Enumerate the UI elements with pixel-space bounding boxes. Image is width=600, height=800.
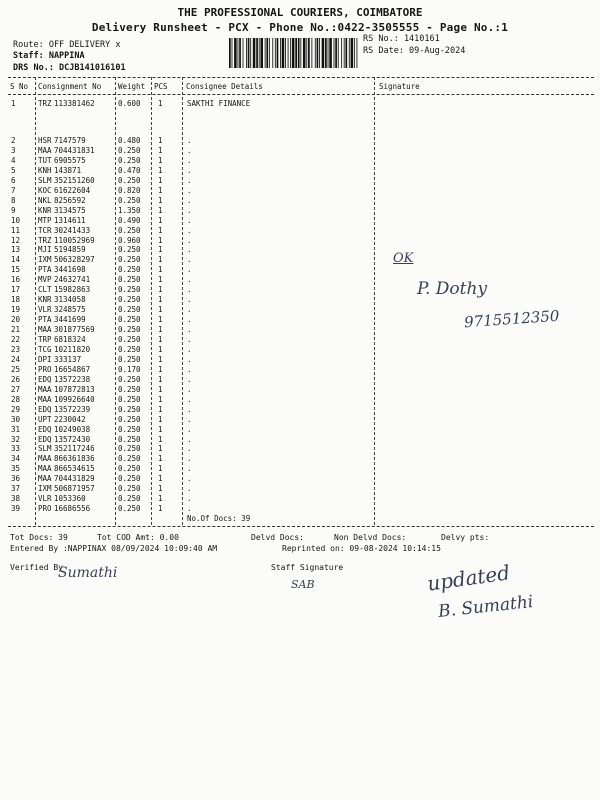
consignee-details: . (187, 205, 192, 215)
consignment-prefix: NKL (38, 195, 52, 205)
consignment-prefix: TCG (38, 344, 52, 354)
pcs-value: 1 (158, 384, 163, 394)
weight-value: 0.480 (118, 136, 141, 145)
pcs-value: 1 (158, 255, 163, 265)
pcs-value: 1 (158, 215, 163, 225)
consignee-details: . (187, 235, 192, 245)
pcs-value: 1 (158, 424, 163, 434)
weight-value: 0.250 (118, 265, 141, 275)
consignment-number: 13572238 (54, 374, 91, 384)
column-header-pcs: PCS (154, 82, 168, 91)
rs-number: RS No.: 1410161 (363, 34, 440, 44)
consignee-details: . (187, 354, 192, 364)
consignment-prefix: PRO (38, 504, 52, 514)
serial-number: 32 (11, 434, 21, 444)
pcs-value: 1 (158, 245, 163, 255)
consignee-details: . (187, 245, 192, 255)
column-divider (374, 77, 375, 525)
handwritten-staff-sign: SAB (291, 578, 315, 591)
consignment-prefix: EDQ (38, 434, 52, 444)
consignment-number: 3441698 (54, 265, 86, 275)
consignment-number: 30241433 (54, 225, 91, 235)
rs-date: RS Date: 09-Aug-2024 (363, 46, 466, 56)
pcs-value: 1 (158, 285, 163, 295)
serial-number: 3 (11, 145, 16, 155)
consignment-number: 13572430 (54, 434, 91, 444)
table-top-rule (8, 77, 594, 78)
entered-by: Entered By :NAPPINAX 08/09/2024 10:09:40 AM (10, 544, 218, 553)
consignment-number: 24632741 (54, 275, 91, 285)
consignment-prefix: UPT (38, 414, 52, 424)
serial-number: 20 (11, 315, 21, 325)
pcs-value: 1 (158, 305, 163, 315)
consignment-number: 352117246 (54, 444, 95, 454)
serial-number: 31 (11, 424, 21, 434)
consignment-number: 3134058 (54, 295, 86, 305)
serial-number: 26 (11, 374, 21, 384)
consignment-number: 109926640 (54, 394, 95, 404)
consignment-prefix: MVP (38, 275, 52, 285)
serial-number: 36 (11, 474, 21, 484)
serial-number: 4 (11, 155, 16, 165)
weight-value: 0.250 (118, 155, 141, 165)
consignment-number: 352151260 (54, 175, 95, 185)
consignment-number: 5194859 (54, 245, 86, 255)
serial-number: 6 (11, 175, 16, 185)
pcs-value: 1 (158, 136, 163, 145)
consignee-details: . (187, 504, 192, 514)
consignee-details: . (187, 424, 192, 434)
consignee-details: . (187, 225, 192, 235)
total-docs: Tot Docs: 39 (10, 533, 68, 542)
pcs-value: 1 (158, 225, 163, 235)
column-header-signature: Signature (379, 82, 420, 91)
consignment-prefix: PTA (38, 265, 52, 275)
consignee-details: . (187, 335, 192, 344)
serial-number: 34 (11, 454, 21, 464)
consignee-details: . (187, 404, 192, 414)
consignment-prefix: TRZ (38, 235, 52, 245)
pcs-value: 1 (158, 394, 163, 404)
weight-value: 1.350 (118, 205, 141, 215)
consignment-prefix: EDQ (38, 424, 52, 434)
consignment-prefix: KOC (38, 185, 52, 195)
pcs-value: 1 (158, 275, 163, 285)
serial-number: 37 (11, 484, 21, 494)
handwritten-updated-by: B. Sumathi (437, 592, 535, 622)
handwritten-verifier-sign: Sumathi (58, 565, 118, 581)
weight-value: 0.250 (118, 325, 141, 335)
pcs-value: 1 (158, 145, 163, 155)
consignee-details: . (187, 464, 192, 474)
consignee-details: . (187, 364, 192, 374)
pcs-value: 1 (158, 364, 163, 374)
weight-value: 0.250 (118, 494, 141, 504)
pcs-value: 1 (158, 175, 163, 185)
pcs-value: 1 (158, 464, 163, 474)
consignment-number: 704431829 (54, 474, 95, 484)
serial-number: 38 (11, 494, 21, 504)
serial-number: 22 (11, 335, 21, 344)
consignee-details: . (187, 305, 192, 315)
weight-value: 0.250 (118, 285, 141, 295)
weight-value: 0.170 (118, 364, 141, 374)
consignment-number: 143871 (54, 165, 82, 175)
consignment-number: 16686556 (54, 504, 91, 514)
consignment-prefix: KNR (38, 295, 52, 305)
handwritten-signature: P. Dothy (417, 279, 488, 299)
consignment-prefix: MAA (38, 464, 52, 474)
consignment-number: 333137 (54, 354, 82, 364)
consignee-details: . (187, 295, 192, 305)
consignment-prefix: VLR (38, 305, 52, 315)
weight-value: 0.250 (118, 474, 141, 484)
weight-value: 0.820 (118, 185, 141, 195)
handwritten-phone: 9715512350 (463, 306, 560, 332)
consignment-number: 7147579 (54, 136, 86, 145)
consignment-prefix: MJI (38, 245, 52, 255)
column-header-consignment: Consignment No (38, 82, 102, 91)
consignee-details: . (187, 175, 192, 185)
weight-value: 0.250 (118, 335, 141, 344)
consignee-details: . (187, 315, 192, 325)
pcs-value: 1 (158, 335, 163, 344)
weight-value: 0.250 (118, 454, 141, 464)
weight-value: 0.250 (118, 464, 141, 474)
consignment-number: 10211820 (54, 344, 91, 354)
consignment-prefix: MTP (38, 215, 52, 225)
consignment-number: 704431831 (54, 145, 95, 155)
weight-value: 0.250 (118, 145, 141, 155)
consignment-number: 2230042 (54, 414, 86, 424)
pcs-value: 1 (158, 195, 163, 205)
column-divider (35, 77, 36, 525)
consignment-prefix: MAA (38, 384, 52, 394)
consignee-details: . (187, 285, 192, 295)
consignee-details: . (187, 155, 192, 165)
pcs-value: 1 (158, 155, 163, 165)
consignment-number: 506328297 (54, 255, 95, 265)
weight-value: 0.490 (118, 215, 141, 225)
consignee-details: . (187, 384, 192, 394)
consignment-prefix: CLT (38, 285, 52, 295)
consignment-prefix: PRO (38, 364, 52, 374)
pcs-value: 1 (158, 404, 163, 414)
consignee-details: . (187, 474, 192, 484)
weight-value: 0.250 (118, 434, 141, 444)
consignment-prefix: TCR (38, 225, 52, 235)
serial-number: 33 (11, 444, 21, 454)
consignment-prefix: KNH (38, 165, 52, 175)
consignment-prefix: TRZ (38, 99, 52, 108)
weight-value: 0.250 (118, 344, 141, 354)
consignment-prefix: MAA (38, 474, 52, 484)
consignee-details: . (187, 414, 192, 424)
consignee-details: SAKTHI FINANCE (187, 99, 251, 108)
consignment-prefix: MAA (38, 454, 52, 464)
serial-number: 28 (11, 394, 21, 404)
serial-number: 27 (11, 384, 21, 394)
pcs-value: 1 (158, 444, 163, 454)
consignment-number: 3441699 (54, 315, 86, 325)
serial-number: 2 (11, 136, 16, 145)
consignment-number: 3248575 (54, 305, 86, 315)
pcs-value: 1 (158, 99, 163, 108)
delivery-points: Delvy pts: (441, 533, 490, 542)
consignment-prefix: TRP (38, 335, 52, 344)
consignment-number: 1053360 (54, 494, 86, 504)
weight-value: 0.960 (118, 235, 141, 245)
consignment-number: 61622604 (54, 185, 91, 195)
handwritten-ok: OK (393, 251, 414, 266)
consignee-details: . (187, 185, 192, 195)
consignee-details: . (187, 265, 192, 275)
serial-number: 19 (11, 305, 21, 315)
staff-label: Staff: NAPPINA (13, 51, 85, 61)
weight-value: 0.250 (118, 384, 141, 394)
serial-number: 5 (11, 165, 16, 175)
consignment-prefix: IXM (38, 255, 52, 265)
serial-number: 18 (11, 295, 21, 305)
serial-number: 30 (11, 414, 21, 424)
pcs-value: 1 (158, 434, 163, 444)
pcs-value: 1 (158, 165, 163, 175)
consignment-number: 15982863 (54, 285, 91, 295)
consignment-number: 506871957 (54, 484, 95, 494)
consignee-details: . (187, 136, 192, 145)
consignment-prefix: HSR (38, 136, 52, 145)
pcs-value: 1 (158, 374, 163, 384)
consignee-details: . (187, 434, 192, 444)
column-header-consignee: Consignee Details (186, 82, 263, 91)
weight-value: 0.250 (118, 504, 141, 514)
weight-value: 0.250 (118, 275, 141, 285)
column-header-sno: S No (10, 82, 29, 91)
staff-signature-label: Staff Signature (271, 563, 344, 572)
consignment-prefix: KNR (38, 205, 52, 215)
pcs-value: 1 (158, 265, 163, 275)
weight-value: 0.250 (118, 315, 141, 325)
consignee-details: . (187, 325, 192, 335)
consignment-number: 13572239 (54, 404, 91, 414)
consignment-number: 16654867 (54, 364, 91, 374)
consignee-details: . (187, 374, 192, 384)
consignee-details: . (187, 494, 192, 504)
consignment-number: 110052969 (54, 235, 95, 245)
consignee-details: . (187, 394, 192, 404)
serial-number: 24 (11, 354, 21, 364)
consignment-number: 6905575 (54, 155, 86, 165)
pcs-value: 1 (158, 484, 163, 494)
column-divider (115, 77, 116, 525)
serial-number: 13 (11, 245, 21, 255)
weight-value: 0.250 (118, 424, 141, 434)
pcs-value: 1 (158, 315, 163, 325)
consignment-prefix: SLM (38, 444, 52, 454)
pcs-value: 1 (158, 325, 163, 335)
pcs-value: 1 (158, 295, 163, 305)
weight-value: 0.250 (118, 484, 141, 494)
delivered-docs: Delvd Docs: (251, 533, 304, 542)
weight-value: 0.600 (118, 99, 141, 108)
weight-value: 0.250 (118, 374, 141, 384)
serial-number: 25 (11, 364, 21, 374)
serial-number: 10 (11, 215, 21, 225)
consignment-prefix: TUT (38, 155, 52, 165)
consignee-details: . (187, 255, 192, 265)
pcs-value: 1 (158, 205, 163, 215)
consignment-number: 3134575 (54, 205, 86, 215)
serial-number: 15 (11, 265, 21, 275)
consignee-details: . (187, 145, 192, 155)
consignee-details: . (187, 454, 192, 464)
serial-number: 1 (11, 99, 16, 108)
consignment-number: 301877569 (54, 325, 95, 335)
column-header-weight: Weight (118, 82, 146, 91)
consignment-prefix: DPI (38, 354, 52, 364)
weight-value: 0.250 (118, 195, 141, 205)
serial-number: 23 (11, 344, 21, 354)
consignment-number: 10249038 (54, 424, 91, 434)
consignee-details: . (187, 344, 192, 354)
company-name: THE PROFESSIONAL COURIERS, COIMBATORE (177, 6, 423, 19)
column-divider (151, 77, 152, 525)
serial-number: 14 (11, 255, 21, 265)
weight-value: 0.250 (118, 225, 141, 235)
weight-value: 0.250 (118, 245, 141, 255)
pcs-value: 1 (158, 474, 163, 484)
consignment-number: 866534615 (54, 464, 95, 474)
weight-value: 0.250 (118, 444, 141, 454)
total-cod-amount: Tot COD Amt: 0.00 (97, 533, 179, 542)
pcs-value: 1 (158, 344, 163, 354)
consignment-prefix: IXM (38, 484, 52, 494)
table-bottom-rule (8, 526, 594, 527)
handwritten-updated: updated (425, 560, 512, 596)
pcs-value: 1 (158, 414, 163, 424)
weight-value: 0.250 (118, 305, 141, 315)
consignee-details: . (187, 215, 192, 225)
no-of-docs: No.Of Docs: 39 (187, 514, 251, 523)
consignment-prefix: VLR (38, 494, 52, 504)
consignment-number: 107872813 (54, 384, 95, 394)
column-divider (182, 77, 183, 525)
weight-value: 0.250 (118, 354, 141, 364)
consignment-prefix: MAA (38, 325, 52, 335)
table-header-rule (8, 94, 594, 95)
weight-value: 0.250 (118, 295, 141, 305)
serial-number: 21 (11, 325, 21, 335)
pcs-value: 1 (158, 494, 163, 504)
serial-number: 9 (11, 205, 16, 215)
consignee-details: . (187, 195, 192, 205)
consignment-number: 866361836 (54, 454, 95, 464)
consignment-prefix: MAA (38, 145, 52, 155)
verified-by-label: Verified By (10, 563, 63, 572)
weight-value: 0.250 (118, 175, 141, 185)
barcode (229, 38, 359, 68)
consignment-prefix: EDQ (38, 404, 52, 414)
consignee-details: . (187, 165, 192, 175)
serial-number: 17 (11, 285, 21, 295)
weight-value: 0.250 (118, 255, 141, 265)
serial-number: 12 (11, 235, 21, 245)
runsheet-title: Delivery Runsheet - PCX - Phone No.:0422-3505555 - Page No.:1 (91, 21, 509, 34)
serial-number: 11 (11, 225, 21, 235)
serial-number: 16 (11, 275, 21, 285)
serial-number: 29 (11, 404, 21, 414)
consignment-prefix: EDQ (38, 374, 52, 384)
drs-number: DRS No.: DCJB141016101 (13, 63, 126, 73)
route-label: Route: OFF DELIVERY x (13, 40, 121, 50)
serial-number: 8 (11, 195, 16, 205)
weight-value: 0.250 (118, 394, 141, 404)
pcs-value: 1 (158, 185, 163, 195)
pcs-value: 1 (158, 504, 163, 514)
consignee-details: . (187, 484, 192, 494)
consignment-number: 113381462 (54, 99, 95, 108)
weight-value: 0.250 (118, 404, 141, 414)
weight-value: 0.470 (118, 165, 141, 175)
serial-number: 35 (11, 464, 21, 474)
pcs-value: 1 (158, 235, 163, 245)
reprinted-on: Reprinted on: 09-08-2024 10:14:15 (282, 544, 441, 553)
consignment-number: 6818324 (54, 335, 86, 344)
non-delivered-docs: Non Delvd Docs: (334, 533, 407, 542)
consignment-prefix: PTA (38, 315, 52, 325)
consignment-number: 8256592 (54, 195, 86, 205)
serial-number: 7 (11, 185, 16, 195)
consignment-prefix: SLM (38, 175, 52, 185)
pcs-value: 1 (158, 454, 163, 464)
consignment-number: 1314611 (54, 215, 86, 225)
consignment-prefix: MAA (38, 394, 52, 404)
consignee-details: . (187, 444, 192, 454)
consignee-details: . (187, 275, 192, 285)
weight-value: 0.250 (118, 414, 141, 424)
pcs-value: 1 (158, 354, 163, 364)
serial-number: 39 (11, 504, 21, 514)
